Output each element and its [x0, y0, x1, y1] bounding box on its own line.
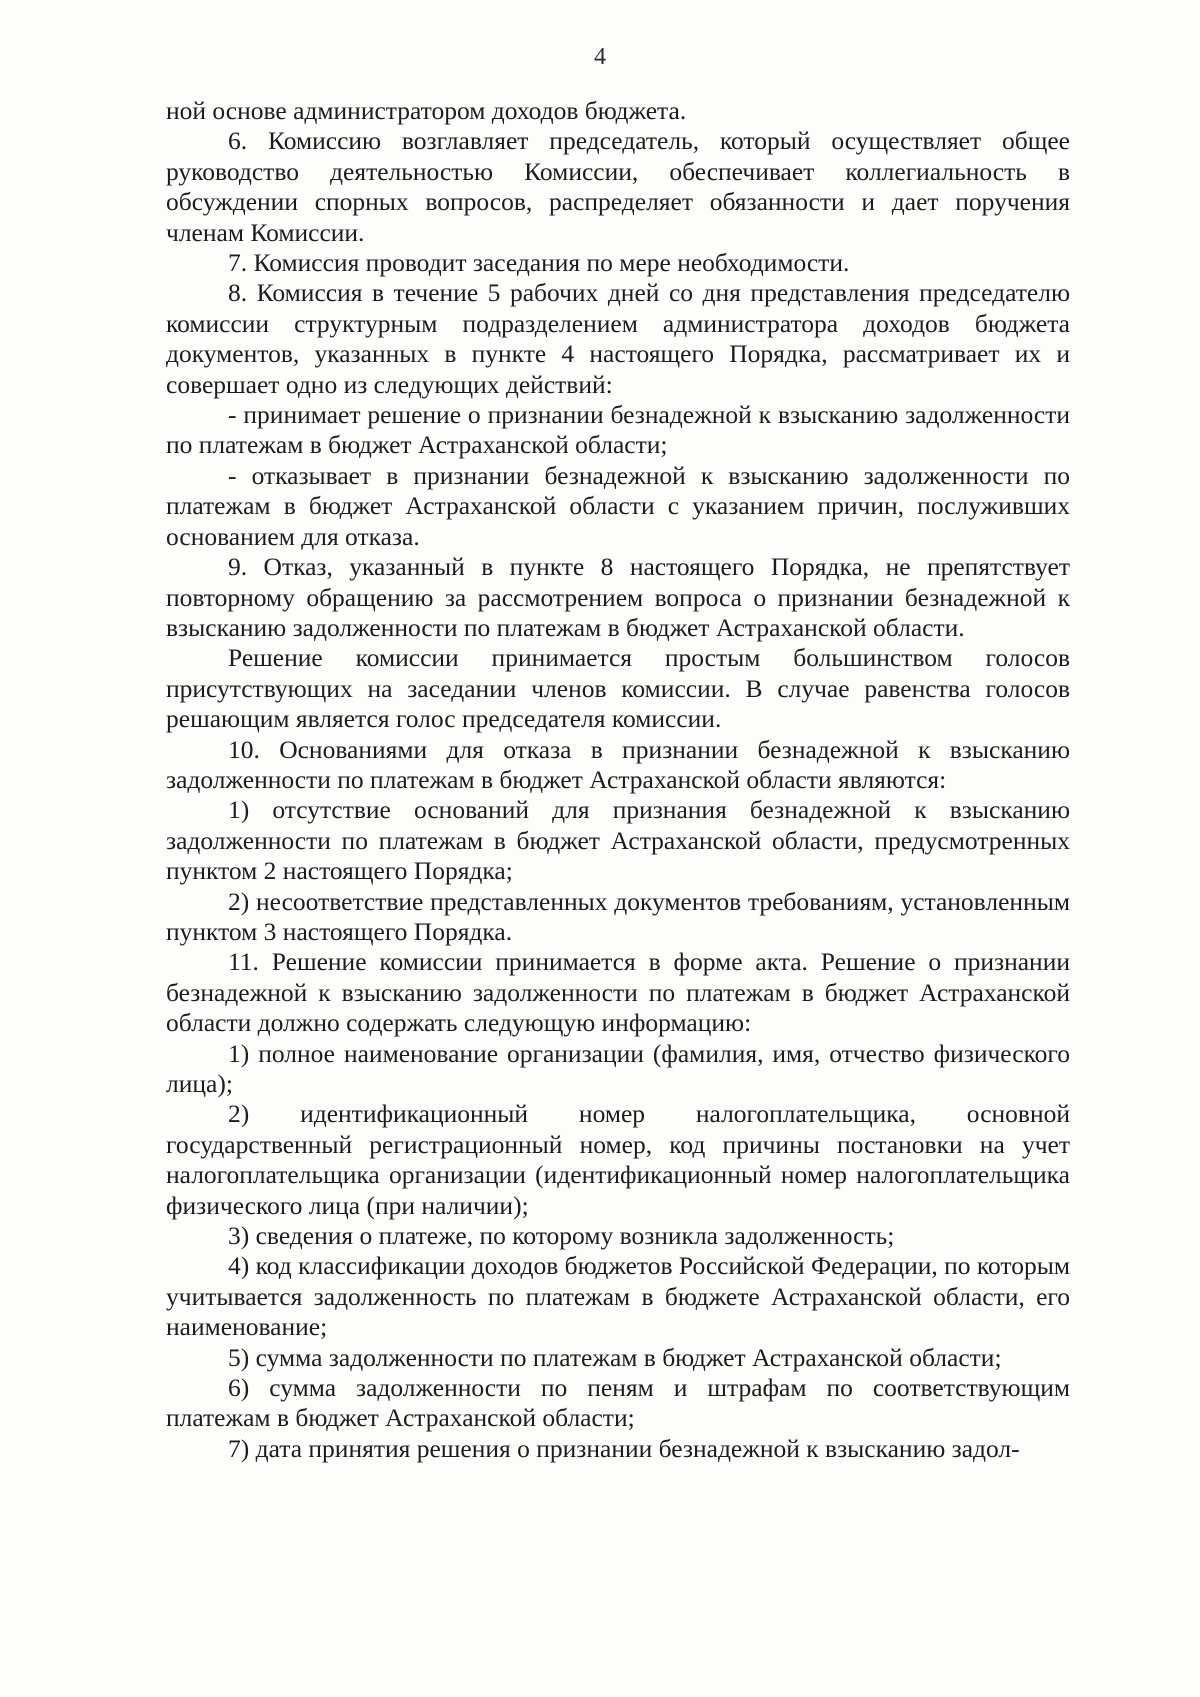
paragraph-9-refusal: 9. Отказ, указанный в пункте 8 настоящего Порядка, не препятствует повторному обращению за рассмотрением вопроса о признании безнадежной к взысканию задолженности по платежам в бюджет Астраханской области.	[166, 552, 1070, 642]
paragraph-10-grounds: 10. Основаниями для отказа в признании безнадежной к взысканию задолженности по платежам в бюджет Астраханской области являются:	[166, 734, 1070, 794]
list-item-info-4: 4) код классификации доходов бюджетов Российской Федерации, по которым учитывается задолженность по платежам в бюджете Астраханской области, его наименование;	[166, 1251, 1070, 1342]
paragraph-continuation: ной основе администратором доходов бюджета.	[166, 96, 687, 125]
list-item-info-1: 1) полное наименование организации (фамилия, имя, отчество физического лица);	[166, 1038, 1070, 1098]
list-item-grounds-1: 1) отсутствие оснований для признания безнадежной к взысканию задолженности по платежам в бюджет Астраханской области, предусмотренных пунктом 2 настоящего Порядка;	[166, 795, 1070, 886]
paragraph-voting: Решение комиссии принимается простым большинством голосов присутствующих на заседании членов комиссии. В случае равенства голосов решающим является голос председателя комиссии.	[166, 643, 1070, 734]
paragraph-6-chairman: 6. Комиссию возглавляет председатель, который осуществляет общее руководство деятельностью Комиссии, обеспечивает коллегиальность в обсуждении спорных вопросов, распределяет обязанности и дает поручения членам Комиссии.	[166, 126, 1070, 247]
document-body	[166, 96, 1070, 1464]
list-item-info-7: 7) дата принятия решения о признании безнадежной к взысканию задол-	[228, 1433, 1020, 1463]
paragraph-11-act: 11. Решение комиссии принимается в форме акта. Решение о признании безнадежной к взысканию задолженности по платежам в бюджет Астраханской области должно содержать следующую информацию:	[166, 947, 1070, 1038]
list-item-info-2: 2) идентификационный номер налогоплательщика, основной государственный регистрационный номер, код причины постановки на учет налогоплательщика организации (идентификационный номер налогоплательщика физического лица (при наличии);	[166, 1099, 1070, 1220]
paragraph-8-review: 8. Комиссия в течение 5 рабочих дней со дня представления председателю комиссии структурным подразделением администратора доходов бюджета документов, указанных в пункте 4 настоящего Порядка, рассматривает их и совершает одно из следующих действий:	[166, 278, 1070, 399]
list-item-grounds-2: 2) несоответствие представленных документов требованиям, установленным пунктом 3 настоящего Порядка.	[166, 886, 1070, 946]
list-item-refuse: - отказывает в признании безнадежной к взысканию задолженности по платежам в бюджет Астраханской области с указанием причин, послуживших основанием для отказа.	[166, 460, 1070, 551]
list-item-info-3: 3) сведения о платеже, по которому возникла задолженность;	[228, 1221, 895, 1251]
page-number: 4	[594, 44, 606, 70]
list-item-info-6: 6) сумма задолженности по пеням и штрафам по соответствующим платежам в бюджет Астраханской области;	[166, 1373, 1070, 1433]
paragraph-7-meetings: 7. Комиссия проводит заседания по мере необходимости.	[228, 248, 850, 278]
list-item-accept: - принимает решение о признании безнадежной к взысканию задолженности по платежам в бюджет Астраханской области;	[166, 400, 1070, 460]
list-item-info-5: 5) сумма задолженности по платежам в бюджет Астраханской области;	[228, 1342, 1002, 1372]
